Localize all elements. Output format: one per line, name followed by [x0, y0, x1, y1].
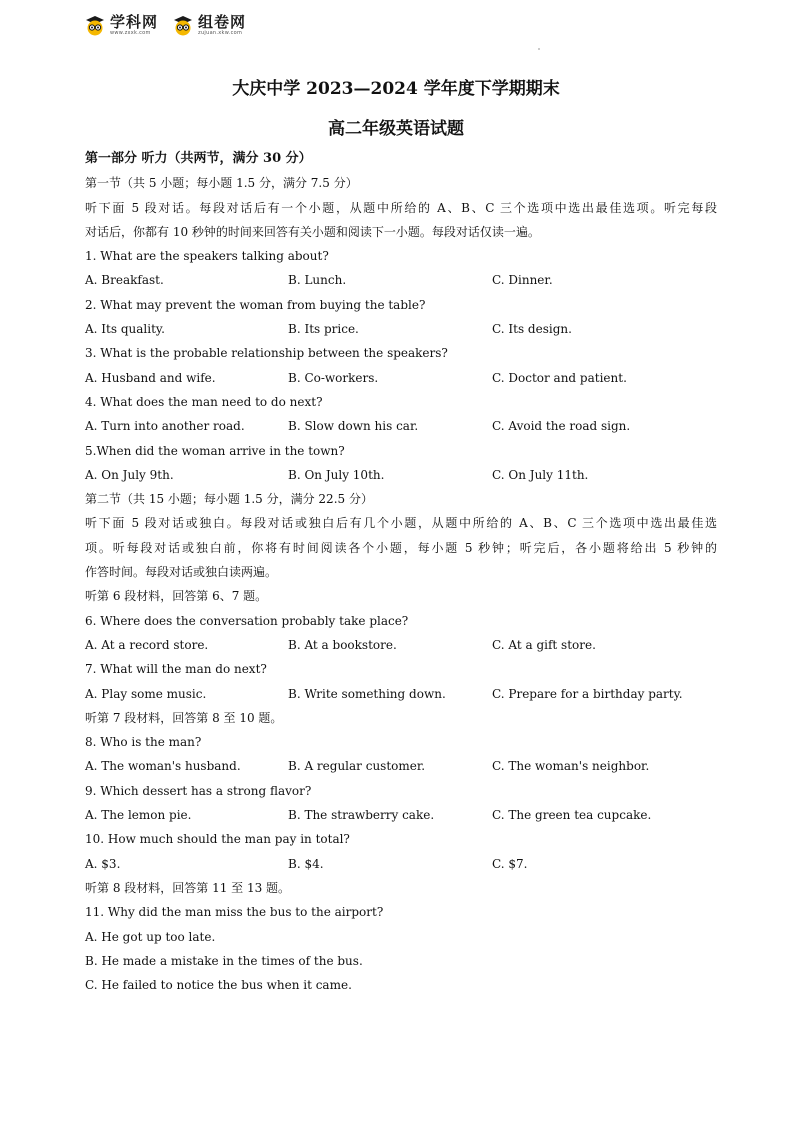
- option-a: A. $3.: [85, 856, 121, 871]
- text-line: C. He failed to notice the bus when it came.: [85, 978, 352, 993]
- option-a: A. Breakfast.: [85, 273, 164, 288]
- option-b: B. On July 10th.: [288, 467, 385, 482]
- header-logos: [84, 14, 246, 36]
- text-line: B. He made a mistake in the times of the bus.: [85, 953, 363, 968]
- text-line: 7. What will the man do next?: [85, 662, 267, 677]
- text-line: A. He got up too late.: [85, 929, 216, 944]
- answer-options: [85, 317, 717, 341]
- text-line: 作答时间。每段对话或独白读两遍。: [85, 565, 278, 580]
- option-a: A. Husband and wife.: [85, 370, 216, 385]
- exam-content: [85, 147, 717, 997]
- option-a: A. The woman's husband.: [85, 759, 241, 774]
- option-a: A. Its quality.: [85, 322, 165, 337]
- option-b: B. $4.: [288, 856, 324, 871]
- instruction-line: 听下面 5 段对话。每段对话后有一个小题，从题中所给的 A、B、C 三个选项中选出最佳选项。听完每段: [85, 200, 717, 215]
- text-line: 听第 7 段材料，回答第 8 至 10 题。: [85, 710, 283, 725]
- logo-zujuanwang: [172, 14, 246, 36]
- text-line: 第二节（共 15 小题；每小题 1.5 分，满分 22.5 分）: [85, 492, 373, 507]
- logo2-url: zujuan.xkw.com: [198, 29, 243, 36]
- answer-options: [85, 463, 717, 487]
- option-a: A. On July 9th.: [85, 467, 174, 482]
- answer-options: [85, 682, 717, 706]
- option-c: C. The woman's neighbor.: [492, 759, 650, 774]
- text-line: 8. Who is the man?: [85, 735, 202, 750]
- option-c: C. On July 11th.: [492, 467, 589, 482]
- option-c: C. At a gift store.: [492, 637, 596, 652]
- option-b: B. Write something down.: [288, 686, 446, 701]
- answer-options: [85, 754, 717, 778]
- option-c: C. Prepare for a birthday party.: [492, 686, 683, 701]
- text-line: 11. Why did the man miss the bus to the airport?: [85, 905, 384, 920]
- logo1-text: 学科网: [110, 12, 159, 31]
- instruction-line: 听下面 5 段对话或独白。每段对话或独白后有几个小题，从题中所给的 A、B、C 三个选项中选出最佳选: [85, 516, 717, 531]
- option-b: B. Its price.: [288, 322, 359, 337]
- option-b: B. The strawberry cake.: [288, 808, 435, 823]
- text-line: 10. How much should the man pay in total?: [85, 832, 350, 847]
- option-b: B. At a bookstore.: [288, 637, 397, 652]
- exam-title: 大庆中学 2023—2024 学年度下学期期末: [232, 79, 560, 99]
- option-c: C. Its design.: [492, 322, 572, 337]
- logo2-text: 组卷网: [198, 12, 247, 31]
- text-line: 听第 8 段材料，回答第 11 至 13 题。: [85, 880, 291, 895]
- text-line: 3. What is the probable relationship between the speakers?: [85, 346, 448, 361]
- answer-options: [85, 414, 717, 438]
- exam-subtitle: 高二年级英语试题: [328, 119, 464, 139]
- text-line: 4. What does the man need to do next?: [85, 394, 323, 409]
- option-b: B. Slow down his car.: [288, 419, 419, 434]
- answer-options: [85, 366, 717, 390]
- text-line: 听第 6 段材料，回答第 6、7 题。: [85, 589, 268, 604]
- option-b: B. Lunch.: [288, 273, 347, 288]
- option-c: C. Avoid the road sign.: [492, 419, 631, 434]
- text-line: 6. Where does the conversation probably take place?: [85, 613, 409, 628]
- option-a: A. At a record store.: [85, 637, 209, 652]
- option-b: B. A regular customer.: [288, 759, 426, 774]
- answer-options: [85, 268, 717, 292]
- option-b: B. Co-workers.: [288, 370, 379, 385]
- text-line: 对话后，你都有 10 秒钟的时间来回答有关小题和阅读下一小题。每段对话仅读一遍。: [85, 224, 540, 239]
- owl-logo-icon: [84, 14, 106, 36]
- instruction-line: 项。听每段对话或独白前，你将有时间阅读各个小题，每小题 5 秒钟；听完后，各小题将给出 5 秒钟的: [85, 540, 717, 555]
- option-a: A. Play some music.: [85, 686, 207, 701]
- text-line: 2. What may prevent the woman from buying the table?: [85, 297, 426, 312]
- text-line: 9. Which dessert has a strong flavor?: [85, 783, 312, 798]
- answer-options: [85, 803, 717, 827]
- text-line: 5.When did the woman arrive in the town?: [85, 443, 345, 458]
- owl-logo-icon: [172, 14, 194, 36]
- option-c: C. $7.: [492, 856, 528, 871]
- option-c: C. Dinner.: [492, 273, 553, 288]
- text-line: 1. What are the speakers talking about?: [85, 249, 329, 264]
- option-c: C. The green tea cupcake.: [492, 808, 652, 823]
- option-c: C. Doctor and patient.: [492, 370, 627, 385]
- answer-options: [85, 852, 717, 876]
- option-a: A. Turn into another road.: [85, 419, 245, 434]
- option-a: A. The lemon pie.: [85, 808, 192, 823]
- text-line: 第一节（共 5 小题；每小题 1.5 分，满分 7.5 分）: [85, 176, 358, 191]
- stray-dot: [538, 48, 540, 50]
- logo-xuekewang: [84, 14, 158, 36]
- logo1-url: www.zxxk.com: [110, 29, 151, 36]
- answer-options: [85, 633, 717, 657]
- section-heading: 第一部分 听力（共两节，满分 30 分）: [85, 151, 312, 166]
